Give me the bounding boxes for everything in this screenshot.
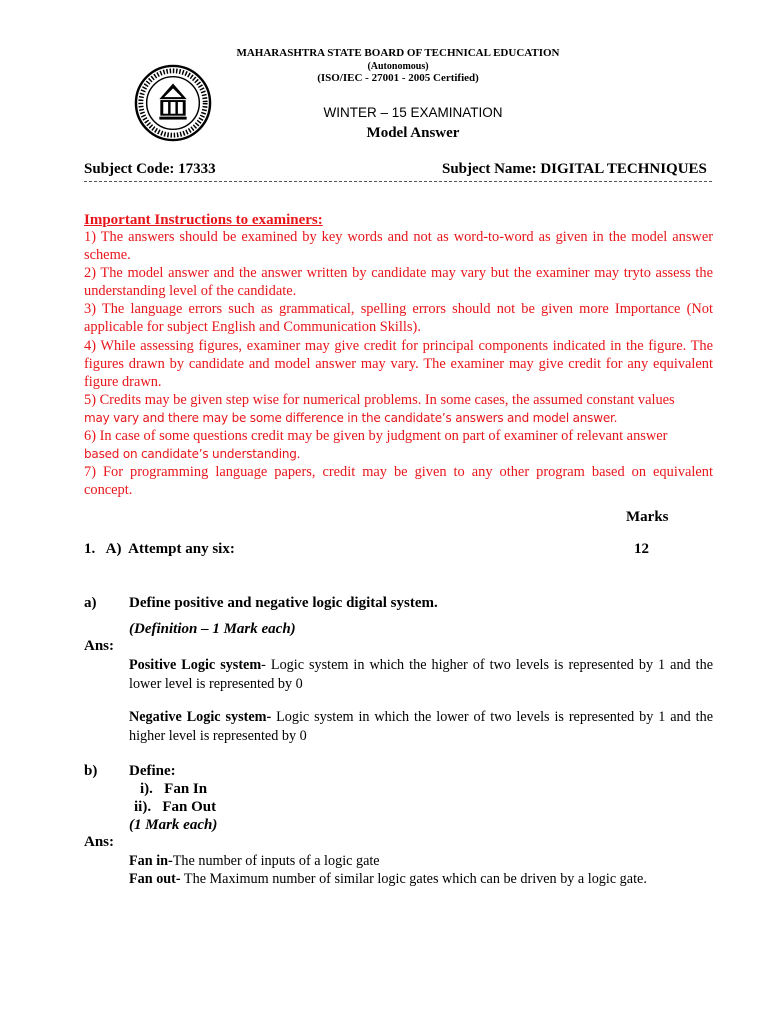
question-b-item-fan-in: i). Fan In [140, 781, 208, 797]
instruction-item: 7) For programming language papers, credit may be given to any other program based on equivalent concept. [84, 464, 713, 499]
positive-logic-definition [129, 656, 713, 694]
negative-logic-term: Negative Logic system- [129, 709, 272, 725]
positive-logic-text: - Logic system in which the higher of two levels is represented by 1 and the lower level is represented by 0 [129, 657, 713, 692]
negative-logic-definition [129, 708, 713, 746]
question-a-text: Define positive and negative logic digital system. [129, 595, 438, 611]
fan-in-definition [129, 852, 380, 871]
positive-logic-term: Positive Logic system [129, 657, 262, 673]
subject-code: Subject Code: 17333 [84, 161, 216, 177]
instruction-item: 2) The model answer and the answer written by candidate may vary but the examiner may tryto assess the understanding level of the candidate. [84, 265, 713, 300]
instruction-item: 5) Credits may be given step wise for numerical problems. In some cases, the assumed constant values [84, 391, 675, 408]
question-1-marks: 12 [634, 541, 649, 557]
negative-logic-text: Logic system in which the lower of two levels is represented by 1 and the higher level is represented by 0 [129, 709, 713, 744]
answer-b-label: Ans: [84, 834, 115, 850]
answer-a-label: Ans: [84, 638, 115, 654]
question-a-scheme: (Definition – 1 Mark each) [129, 621, 296, 637]
instruction-item: 6) In case of some questions credit may be given by judgment on part of examiner of relevant answer [84, 428, 668, 445]
question-b-text: Define: [129, 763, 176, 779]
instruction-item: 1) The answers should be examined by key words and not as word-to-word as given in the model answer scheme. [84, 229, 713, 264]
instruction-item: based on candidate’s understanding. [84, 447, 301, 462]
marks-header: Marks [626, 509, 669, 525]
question-b-number: b) [84, 763, 98, 779]
fan-out-text: The Maximum number of similar logic gates which can be driven by a logic gate. [180, 871, 647, 887]
header-divider [84, 181, 712, 182]
instruction-item: may vary and there may be some difference in the candidate’s answers and model answer. [84, 410, 618, 425]
question-b-item-fan-out: ii). Fan Out [134, 799, 217, 815]
autonomous-label: (Autonomous) [367, 61, 429, 72]
fan-out-term: Fan out- [129, 871, 181, 887]
fan-out-definition [129, 870, 647, 889]
question-1-label: 1. A) Attempt any six: [84, 541, 235, 557]
instruction-item: 3) The language errors such as grammatical, spelling errors should not be given more Importance (Not applicable for subject English and Communication Skills). [84, 301, 713, 336]
certification-label: (ISO/IEC - 27001 - 2005 Certified) [317, 72, 479, 84]
fan-in-text: The number of inputs of a logic gate [172, 853, 380, 869]
instructions-title: Important Instructions to examiners: [84, 212, 323, 228]
question-b-scheme: (1 Mark each) [129, 817, 218, 833]
question-a-number: a) [84, 595, 97, 611]
model-answer-title: Model Answer [366, 125, 460, 141]
exam-title: WINTER – 15 EXAMINATION [323, 105, 503, 120]
instructions-list [84, 228, 713, 499]
board-name: MAHARASHTRA STATE BOARD OF TECHNICAL EDUCATION [236, 47, 560, 59]
instruction-item: 4) While assessing figures, examiner may give credit for principal components indicated in the figure. The figures drawn by candidate and model answer may vary. The examiner may give credit for any equivalent figure drawn. [84, 337, 713, 390]
fan-in-term: Fan in- [129, 853, 173, 869]
subject-name: Subject Name: DIGITAL TECHNIQUES [442, 161, 707, 177]
